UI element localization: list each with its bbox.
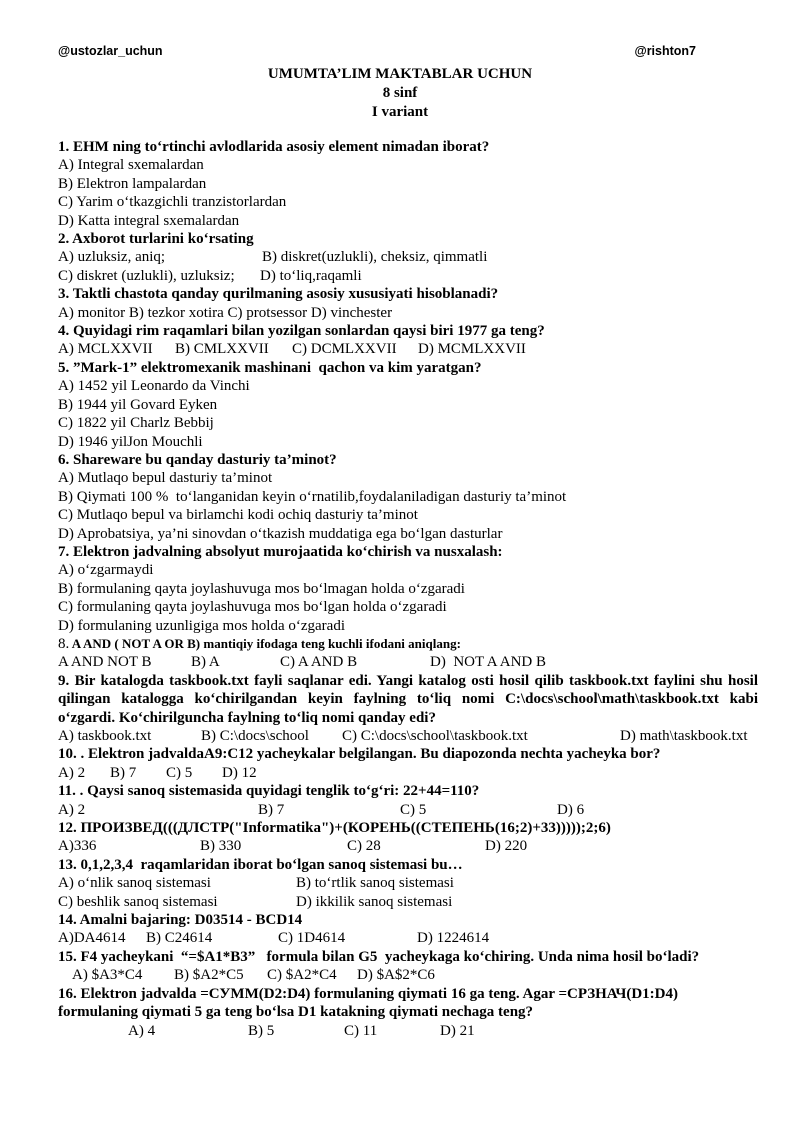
q14-option-a: A)DA4614: [58, 930, 126, 947]
question-16-line-2: formulaning qiymati 5 ga teng bo‘lsa D1 katakning qiymati nechaga teng?: [58, 1004, 534, 1021]
q2-option-b: B) diskret(uzlukli), cheksiz, qimmatli: [262, 249, 488, 266]
q16-option-d: D) 21: [440, 1022, 475, 1039]
q9-option-d: D) math\taskbook.txt: [620, 728, 748, 744]
q4-options-row: [58, 340, 758, 358]
q9-options-row: [58, 727, 758, 745]
q5-option-a: A) 1452 yil Leonardo da Vinchi: [58, 378, 250, 395]
q15-option-d: D) $A$2*C6: [357, 967, 435, 984]
header-right-channel: @rishton7: [634, 44, 696, 58]
q6-option-d: D) Aprobatsiya, ya’ni sinovdan o‘tkazish muddatiga ega bo‘lgan dasturlar: [58, 525, 503, 542]
q2-option-c: C) diskret (uzlukli), uzluksiz;: [58, 267, 235, 284]
q8-number: 8.: [58, 635, 70, 652]
q15-option-a: A) $A3*C4: [72, 967, 143, 984]
question-10: 10. . Elektron jadvaldaA9:C12 yacheykalar belgilangan. Bu diapozonda nechta yacheyka bor?: [58, 746, 661, 763]
question-12: 12. ПРОИЗВЕД(((ДЛСТР("Informatika")+(КОРЕНЬ((СТЕПЕНЬ(16;2)+33)))));2;6): [58, 820, 611, 837]
q12-option-c: C) 28: [347, 838, 381, 855]
q11-option-d: D) 6: [557, 801, 585, 818]
question-1: 1. EHM ning to‘rtinchi avlodlarida asosiy element nimadan iborat?: [58, 139, 490, 155]
q10-option-c: C) 5: [166, 764, 193, 781]
q6-option-b: B) Qiymati 100 % to‘langanidan keyin o‘rnatilib,foydalaniladigan dasturiy ta’minot: [58, 488, 567, 505]
q2-options-row-2: [58, 267, 758, 285]
variant-label: I variant: [371, 104, 429, 120]
question-9: 9. Bir katalogda taskbook.txt fayli saqlanar edi. Yangi katalog osti hosil qilib taskbook.txt faylini shu hosil qilingan katalogga ko‘chirilgandan keyin faylning to‘liq nomi C:\docs\school\math\taskbook.txt kabi o‘zgardi. Ko‘chirilguncha faylning to‘liq nomi qanday edi?: [58, 672, 758, 726]
q9-option-b: B) C:\docs\school: [201, 728, 309, 744]
q13-option-d: D) ikkilik sanoq sistemasi: [296, 893, 453, 910]
q11-option-b: B) 7: [258, 801, 285, 818]
q14-option-b: B) C24614: [146, 930, 213, 947]
q5-option-c: C) 1822 yil Charlz Bebbij: [58, 415, 214, 432]
question-7: 7. Elektron jadvalning absolyut murojaatida ko‘chirish va nusxalash:: [58, 543, 503, 560]
q1-option-b: B) Elektron lampalardan: [58, 175, 207, 192]
q13-option-c: C) beshlik sanoq sistemasi: [58, 893, 218, 910]
question-2: 2. Axborot turlarini ko‘rsating: [58, 231, 254, 248]
q12-option-a: A)336: [58, 838, 97, 855]
q13-option-b: B) to‘rtlik sanoq sistemasi: [296, 875, 454, 892]
q11-option-a: A) 2: [58, 801, 86, 818]
question-3: 3. Taktli chastota qanday qurilmaning asosiy xususiyati hisoblanadi?: [58, 286, 499, 303]
q8-option-b: B) A: [191, 654, 220, 671]
q7-option-d: D) formulaning uzunligiga mos holda o‘zgaradi: [58, 617, 346, 634]
q1-option-c: C) Yarim o‘tkazgichli tranzistorlardan: [58, 194, 287, 211]
question-4: 4. Quyidagi rim raqamlari bilan yozilgan sonlardan qaysi biri 1977 ga teng?: [58, 323, 545, 340]
header-left-channel: @ustozlar_uchun: [58, 44, 163, 58]
q16-options-row: [58, 1022, 758, 1040]
page-title: UMUMTA’LIM MAKTABLAR UCHUN: [267, 66, 533, 82]
q10-option-b: B) 7: [110, 764, 137, 781]
q15-option-c: C) $A2*C4: [267, 967, 337, 984]
q16-option-b: B) 5: [248, 1022, 275, 1039]
q8-option-d: D) NOT A AND B: [430, 654, 546, 671]
q14-option-d: D) 1224614: [417, 930, 490, 947]
question-list: [58, 138, 758, 1040]
q8-text: A AND ( NOT A OR B) mantiqiy ifodaga teng kuchli ifodani aniqlang:: [71, 635, 461, 651]
q10-option-d: D) 12: [222, 764, 257, 781]
grade-label: 8 sinf: [382, 85, 418, 101]
q14-option-c: C) 1D4614: [278, 930, 346, 947]
q10-option-a: A) 2: [58, 764, 86, 781]
q5-option-d: D) 1946 yilJon Mouchli: [58, 433, 203, 450]
question-5: 5. ”Mark-1” elektromexanik mashinani qachon va kim yaratgan?: [58, 359, 482, 376]
q12-option-d: D) 220: [485, 838, 528, 855]
q14-options-row: [58, 929, 758, 947]
question-16-line-1: 16. Elektron jadvalda =СУММ(D2:D4) formulaning qiymati 16 ga teng. Agar =СРЗНАЧ(D1:D4): [58, 985, 678, 1002]
q8-option-c: C) A AND B: [280, 654, 358, 671]
q15-options-row: [58, 966, 758, 984]
question-15: 15. F4 yacheykani “=$A1*B3” formula bilan G5 yacheykaga ko‘chiring. Unda nima hosil bo‘ladi?: [58, 948, 700, 965]
q13-options-row-1: [58, 874, 758, 892]
q4-option-d: D) MCMLXXVII: [418, 341, 526, 358]
q6-option-c: C) Mutlaqo bepul va birlamchi kodi ochiq dasturiy ta’minot: [58, 507, 418, 524]
q2-option-d: D) to‘liq,raqamli: [260, 267, 362, 284]
question-11: 11. . Qaysi sanoq sistemasida quyidagi tenglik to‘g‘ri: 22+44=110?: [58, 783, 480, 800]
q13-options-row-2: [58, 893, 758, 911]
q7-option-a: A) o‘zgarmaydi: [58, 562, 154, 579]
q4-option-a: A) MCLXXVII: [58, 341, 153, 358]
question-14: 14. Amalni bajaring: D03514 - BCD14: [58, 912, 303, 929]
q9-option-c: C) C:\docs\school\taskbook.txt: [342, 728, 528, 744]
q13-option-a: A) o‘nlik sanoq sistemasi: [58, 875, 211, 892]
question-8: [58, 635, 758, 653]
q12-options-row: [58, 837, 758, 855]
q8-options-row: [58, 653, 758, 671]
q1-option-d: D) Katta integral sxemalardan: [58, 212, 240, 229]
question-6: 6. Shareware bu qanday dasturiy ta’minot?: [58, 451, 337, 468]
q15-option-b: B) $A2*C5: [174, 967, 244, 984]
q8-option-a: A AND NOT B: [58, 654, 152, 671]
q10-options-row: [58, 764, 758, 782]
q3-options: A) monitor B) tezkor xotira C) protsessor D) vinchester: [58, 304, 393, 321]
q11-options-row: [58, 801, 758, 819]
q7-option-c: C) formulaning qayta joylashuvuga mos bo‘lgan holda o‘zgaradi: [58, 599, 447, 616]
q7-option-b: B) formulaning qayta joylashuvuga mos bo‘lmagan holda o‘zgaradi: [58, 580, 465, 597]
q6-option-a: A) Mutlaqo bepul dasturiy ta’minot: [58, 470, 273, 487]
q2-options-row-1: [58, 248, 758, 266]
q1-option-a: A) Integral sxemalardan: [58, 157, 204, 174]
q11-option-c: C) 5: [400, 801, 427, 818]
q2-option-a: A) uzluksiz, aniq;: [58, 249, 166, 266]
q16-option-c: C) 11: [344, 1022, 378, 1039]
question-13: 13. 0,1,2,3,4 raqamlaridan iborat bo‘lgan sanoq sistemasi bu…: [58, 856, 463, 873]
q9-option-a: A) taskbook.txt: [58, 728, 152, 744]
q16-option-a: A) 4: [128, 1022, 156, 1039]
q4-option-b: B) CMLXXVII: [175, 341, 269, 358]
q5-option-b: B) 1944 yil Govard Eyken: [58, 396, 218, 413]
q12-option-b: B) 330: [200, 838, 242, 855]
q4-option-c: C) DCMLXXVII: [292, 341, 397, 358]
